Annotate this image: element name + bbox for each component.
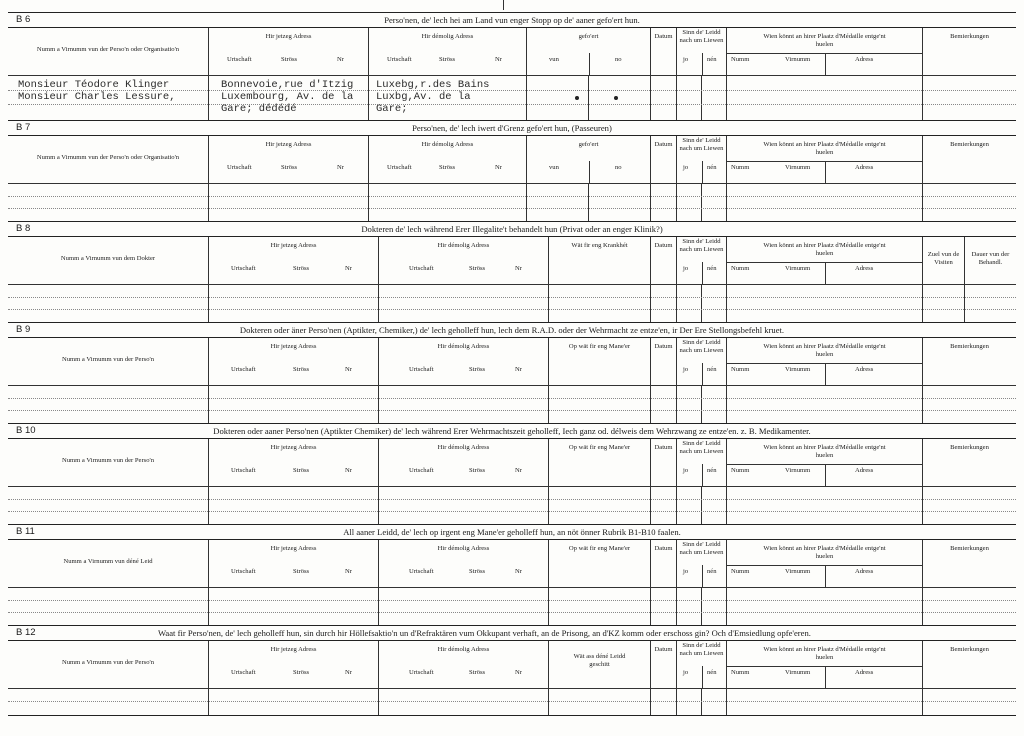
header-street: Ströss [469, 669, 486, 676]
header-fed [526, 28, 650, 75]
header-date-label: Datum [654, 444, 673, 451]
form-sheet [8, 12, 1016, 716]
header-medal-name: Numm [731, 669, 750, 676]
header-date [650, 136, 676, 183]
section-title: Waat fir Perso'nen, de' lech geholleff hun, sin durch hir Höllefsaktio'n un d'Refraktären vum Okkupant verhaft, an de Prisong, an d'KZ komm oder erschoss gin? Och d'Emsiedlung opfe'eren. [158, 628, 811, 638]
header-remarks-label: Bemierkungen [950, 444, 989, 451]
header-medal-first: Virnumm [785, 366, 811, 373]
b6-name-1: Monsieur Téodore Klinger [18, 79, 170, 91]
b6-old-address-1: Luxebg,r.des Bains [376, 79, 490, 91]
column-header-row [8, 338, 1016, 386]
header-number: Nr [515, 669, 522, 676]
header-medal [726, 540, 922, 587]
header-number: Nr [515, 265, 522, 272]
header-what-happened-label: Wät ass déné Leidd geschitt [573, 653, 626, 668]
header-name [8, 28, 208, 75]
header-current-address-label: Hir jetzeg Adress [265, 33, 312, 40]
header-street: Ströss [293, 366, 310, 373]
header-date-label: Datum [654, 141, 673, 148]
header-what-happened [548, 641, 650, 688]
header-medal-first: Virnumm [785, 164, 811, 171]
header-medal-first: Virnumm [785, 568, 811, 575]
header-street: Ströss [293, 669, 310, 676]
header-how-label: Op wät fir eng Mane'er [568, 545, 631, 552]
header-number: Nr [345, 366, 352, 373]
header-survived-label: Sinn de' Leidd nach um Liewen [679, 642, 724, 657]
entry-rows [8, 386, 1016, 423]
b6-name-2: Monsieur Charles Lessure, [18, 91, 176, 103]
header-from: vun [549, 56, 559, 63]
header-medal-address: Adress [855, 265, 874, 272]
header-medal-label: Wien könnt an hirer Plaatz d'Médaille entge'nt huelen [763, 242, 886, 257]
header-remarks [922, 28, 1016, 75]
header-locality: Urtschaft [387, 56, 412, 63]
header-how-label: Op wät fir eng Mane'er [568, 444, 631, 451]
section-code: B 8 [16, 223, 31, 234]
header-date-label: Datum [654, 242, 673, 249]
header-street: Ströss [439, 164, 456, 171]
header-old-address [378, 439, 548, 486]
header-number: Nr [345, 265, 352, 272]
section-b6 [8, 13, 1016, 121]
header-name [8, 439, 208, 486]
header-locality: Urtschaft [409, 265, 434, 272]
column-header-row [8, 28, 1016, 76]
header-old-address-label: Hir démolig Adress [421, 141, 474, 148]
header-duration-label: Dauer vun der Behandl. [971, 251, 1010, 266]
header-medal-name: Numm [731, 164, 750, 171]
header-survived-label: Sinn de' Leidd nach um Liewen [679, 541, 724, 556]
header-medal-first: Virnumm [785, 669, 811, 676]
header-duration [964, 237, 1016, 284]
section-title-bar [8, 626, 1016, 641]
header-current-address-label: Hir jetzeg Adress [270, 242, 317, 249]
column-header-row [8, 540, 1016, 588]
section-title: Dokteren de' lech während Erer Illegalite't behandelt hun (Privat oder an enger Klinik?) [361, 224, 663, 234]
section-b7 [8, 121, 1016, 222]
b6-old-address-2: Luxbg,Av. de la [376, 91, 471, 103]
header-medal-name: Numm [731, 467, 750, 474]
header-illness-label: Wät fir eng Krankhét [571, 242, 628, 249]
header-medal-label: Wien könnt an hirer Plaatz d'Médaille entge'nt huelen [763, 33, 886, 48]
header-number: Nr [337, 164, 344, 171]
header-name-label: Numm a Virnumm vun der Perso'n [61, 457, 155, 464]
header-street: Ströss [469, 467, 486, 474]
header-name-label: Numm a Virnumm vun dem Dokter [60, 255, 156, 262]
section-title-bar [8, 323, 1016, 338]
header-how [548, 439, 650, 486]
header-yes: jo [683, 265, 689, 272]
b6-old-address-3: Gare; [376, 103, 408, 115]
header-locality: Urtschaft [409, 669, 434, 676]
section-title: Perso'nen, de' lech hei am Land vun enger Stopp op de' aaner gefo'ert hun. [384, 15, 640, 25]
header-number: Nr [345, 467, 352, 474]
ink-dot [575, 96, 579, 100]
header-name-label: Numm a Virnumm vun der Perso'n [61, 659, 155, 666]
header-locality: Urtschaft [227, 164, 252, 171]
header-medal-address: Adress [855, 366, 874, 373]
header-old-address [368, 28, 526, 75]
header-name [8, 237, 208, 284]
header-current-address [208, 540, 378, 587]
header-how [548, 338, 650, 385]
entry-rows [8, 588, 1016, 625]
section-title: Perso'nen, de' lech iwert d'Grenz gefo'ert hun, (Passeuren) [412, 123, 612, 133]
section-title-bar [8, 525, 1016, 540]
header-date-label: Datum [654, 33, 673, 40]
header-remarks [922, 540, 1016, 587]
header-fed-label: gefo'ert [578, 33, 599, 40]
header-remarks [922, 338, 1016, 385]
b6-current-address-1: Bonnevoie,rue d'Itzig [221, 79, 354, 91]
entry-rows [8, 76, 1016, 120]
section-b11 [8, 525, 1016, 626]
header-survived-label: Sinn de' Leidd nach um Liewen [679, 339, 724, 354]
section-title: All aaner Leidd, de' lech op irgent eng Mane'er geholleff hun, an nöt önner Rubrik B1-B10 faalen. [343, 527, 681, 537]
header-street: Ströss [293, 265, 310, 272]
header-locality: Urtschaft [409, 467, 434, 474]
section-b9 [8, 323, 1016, 424]
header-remarks-label: Bemierkungen [950, 646, 989, 653]
header-current-address [208, 136, 368, 183]
header-street: Ströss [281, 56, 298, 63]
header-to: no [615, 56, 622, 63]
header-date-label: Datum [654, 343, 673, 350]
header-survived [676, 28, 726, 75]
header-medal [726, 338, 922, 385]
header-survived [676, 439, 726, 486]
header-locality: Urtschaft [231, 669, 256, 676]
header-survived [676, 540, 726, 587]
header-current-address-label: Hir jetzeg Adress [270, 646, 317, 653]
header-remarks [922, 136, 1016, 183]
header-name-label: Numm a Virnumm vun der Perso'n oder Organisatio'n [36, 154, 180, 161]
header-number: Nr [515, 366, 522, 373]
header-remarks-label: Bemierkungen [950, 545, 989, 552]
header-visit-count-label: Zuel vun de Visiten [927, 251, 960, 266]
header-remarks-label: Bemierkungen [950, 141, 989, 148]
header-medal-address: Adress [855, 467, 874, 474]
section-b8 [8, 222, 1016, 323]
header-medal-first: Virnumm [785, 265, 811, 272]
header-no: nén [707, 164, 717, 171]
header-number: Nr [495, 56, 502, 63]
header-medal-first: Virnumm [785, 56, 811, 63]
header-yes: jo [683, 164, 689, 171]
entry-rows [8, 184, 1016, 221]
header-medal [726, 237, 922, 284]
header-remarks [922, 641, 1016, 688]
header-current-address-label: Hir jetzeg Adress [265, 141, 312, 148]
section-b10 [8, 424, 1016, 525]
header-date [650, 439, 676, 486]
ink-dot [614, 96, 618, 100]
header-yes: jo [683, 467, 689, 474]
header-date-label: Datum [654, 646, 673, 653]
header-current-address [208, 237, 378, 284]
header-name-label: Numm a Virnumm vun der Perso'n [61, 356, 155, 363]
header-survived-label: Sinn de' Leidd nach um Liewen [679, 29, 724, 44]
header-number: Nr [345, 568, 352, 575]
header-locality: Urtschaft [387, 164, 412, 171]
column-header-row [8, 641, 1016, 689]
header-survived-label: Sinn de' Leidd nach um Liewen [679, 238, 724, 253]
header-medal-label: Wien könnt an hirer Plaatz d'Médaille entge'nt huelen [763, 444, 886, 459]
top-tick-mark [503, 0, 504, 10]
header-locality: Urtschaft [231, 265, 256, 272]
header-medal-address: Adress [855, 164, 874, 171]
header-medal-label: Wien könnt an hirer Plaatz d'Médaille entge'nt huelen [763, 141, 886, 156]
header-locality: Urtschaft [231, 568, 256, 575]
header-medal-label: Wien könnt an hirer Plaatz d'Médaille entge'nt huelen [763, 646, 886, 661]
header-street: Ströss [293, 568, 310, 575]
header-survived-label: Sinn de' Leidd nach um Liewen [679, 137, 724, 152]
header-current-address-label: Hir jetzeg Adress [270, 444, 317, 451]
header-survived [676, 338, 726, 385]
header-medal-name: Numm [731, 568, 750, 575]
header-date-label: Datum [654, 545, 673, 552]
header-yes: jo [683, 56, 689, 63]
header-date [650, 237, 676, 284]
header-no: nén [707, 467, 717, 474]
header-old-address-label: Hir démolig Adress [437, 545, 490, 552]
header-number: Nr [515, 467, 522, 474]
header-name [8, 136, 208, 183]
header-no: nén [707, 366, 717, 373]
section-title-bar [8, 424, 1016, 439]
header-medal-address: Adress [855, 56, 874, 63]
header-street: Ströss [293, 467, 310, 474]
section-code: B 9 [16, 324, 31, 335]
header-old-address-label: Hir démolig Adress [437, 444, 490, 451]
header-old-address [378, 237, 548, 284]
section-code: B 6 [16, 14, 31, 25]
header-medal [726, 641, 922, 688]
header-medal-name: Numm [731, 366, 750, 373]
header-name-label: Numm a Virnumm vun der Perso'n oder Organisatio'n [36, 46, 180, 53]
header-date [650, 641, 676, 688]
header-current-address [208, 641, 378, 688]
header-no: nén [707, 669, 717, 676]
header-medal [726, 136, 922, 183]
header-how [548, 540, 650, 587]
section-title: Dokteren oder aaner Perso'nen (Aptikter Chemiker) de' lech während Erer Wehrmachtszeit geholleff, Iech ganz od. délweis dem Wehrzwang ze entze'en. z. B. Medikamenter. [213, 426, 811, 436]
header-yes: jo [683, 669, 689, 676]
b6-current-address-2: Luxembourg, Av. de la [221, 91, 354, 103]
header-locality: Urtschaft [409, 568, 434, 575]
header-visit-count [922, 237, 964, 284]
header-medal-name: Numm [731, 265, 750, 272]
header-remarks [922, 439, 1016, 486]
section-b12 [8, 626, 1016, 716]
header-fed-label: gefo'ert [578, 141, 599, 148]
header-fed [526, 136, 650, 183]
entry-rows [8, 689, 1016, 715]
entry-rows [8, 487, 1016, 524]
header-old-address [378, 540, 548, 587]
header-old-address-label: Hir démolig Adress [437, 646, 490, 653]
section-title-bar [8, 13, 1016, 28]
header-old-address-label: Hir démolig Adress [421, 33, 474, 40]
header-locality: Urtschaft [231, 467, 256, 474]
header-current-address [208, 439, 378, 486]
header-survived [676, 237, 726, 284]
header-current-address [208, 338, 378, 385]
header-medal-address: Adress [855, 568, 874, 575]
header-to: no [615, 164, 622, 171]
header-name [8, 338, 208, 385]
header-remarks-label: Bemierkungen [950, 343, 989, 350]
header-survived [676, 641, 726, 688]
column-header-row [8, 237, 1016, 285]
header-number: Nr [345, 669, 352, 676]
header-no: nén [707, 568, 717, 575]
b6-current-address-3: Gare; dédédé [221, 103, 297, 115]
header-old-address [378, 338, 548, 385]
header-no: nén [707, 265, 717, 272]
header-date [650, 28, 676, 75]
header-locality: Urtschaft [231, 366, 256, 373]
header-street: Ströss [439, 56, 456, 63]
header-no: nén [707, 56, 717, 63]
header-how-label: Op wät fir eng Mane'er [568, 343, 631, 350]
header-survived [676, 136, 726, 183]
header-medal [726, 439, 922, 486]
header-medal-label: Wien könnt an hirer Plaatz d'Médaille entge'nt huelen [763, 545, 886, 560]
header-medal [726, 28, 922, 75]
section-code: B 11 [16, 526, 35, 537]
section-code: B 10 [16, 425, 36, 436]
section-title-bar [8, 121, 1016, 136]
header-street: Ströss [469, 568, 486, 575]
header-medal-label: Wien könnt an hirer Plaatz d'Médaille entge'nt huelen [763, 343, 886, 358]
header-current-address [208, 28, 368, 75]
header-illness [548, 237, 650, 284]
header-old-address [378, 641, 548, 688]
header-medal-first: Virnumm [785, 467, 811, 474]
header-name-label: Numm a Virnumm vun déné Leid [63, 558, 153, 565]
section-title-bar [8, 222, 1016, 237]
header-yes: jo [683, 366, 689, 373]
section-code: B 12 [16, 627, 36, 638]
header-number: Nr [515, 568, 522, 575]
header-number: Nr [337, 56, 344, 63]
header-street: Ströss [469, 366, 486, 373]
column-header-row [8, 439, 1016, 487]
header-survived-label: Sinn de' Leidd nach um Liewen [679, 440, 724, 455]
column-header-row [8, 136, 1016, 184]
header-name [8, 641, 208, 688]
entry-rows [8, 285, 1016, 322]
header-old-address-label: Hir démolig Adress [437, 242, 490, 249]
header-old-address-label: Hir démolig Adress [437, 343, 490, 350]
header-number: Nr [495, 164, 502, 171]
header-street: Ströss [469, 265, 486, 272]
header-remarks-label: Bemierkungen [950, 33, 989, 40]
header-medal-address: Adress [855, 669, 874, 676]
header-date [650, 338, 676, 385]
header-current-address-label: Hir jetzeg Adress [270, 545, 317, 552]
header-date [650, 540, 676, 587]
header-medal-name: Numm [731, 56, 750, 63]
header-current-address-label: Hir jetzeg Adress [270, 343, 317, 350]
header-name [8, 540, 208, 587]
header-street: Ströss [281, 164, 298, 171]
header-locality: Urtschaft [227, 56, 252, 63]
header-from: vun [549, 164, 559, 171]
header-old-address [368, 136, 526, 183]
header-yes: jo [683, 568, 689, 575]
section-title: Dokteren oder äner Perso'nen (Aptikter, Chemiker,) de' lech geholleff hun, lech dem R.A.D. oder der Wehrmacht ze entze'en, ir Der Ere Stellongsbefehl kruet. [239, 325, 785, 335]
header-locality: Urtschaft [409, 366, 434, 373]
section-code: B 7 [16, 122, 31, 133]
